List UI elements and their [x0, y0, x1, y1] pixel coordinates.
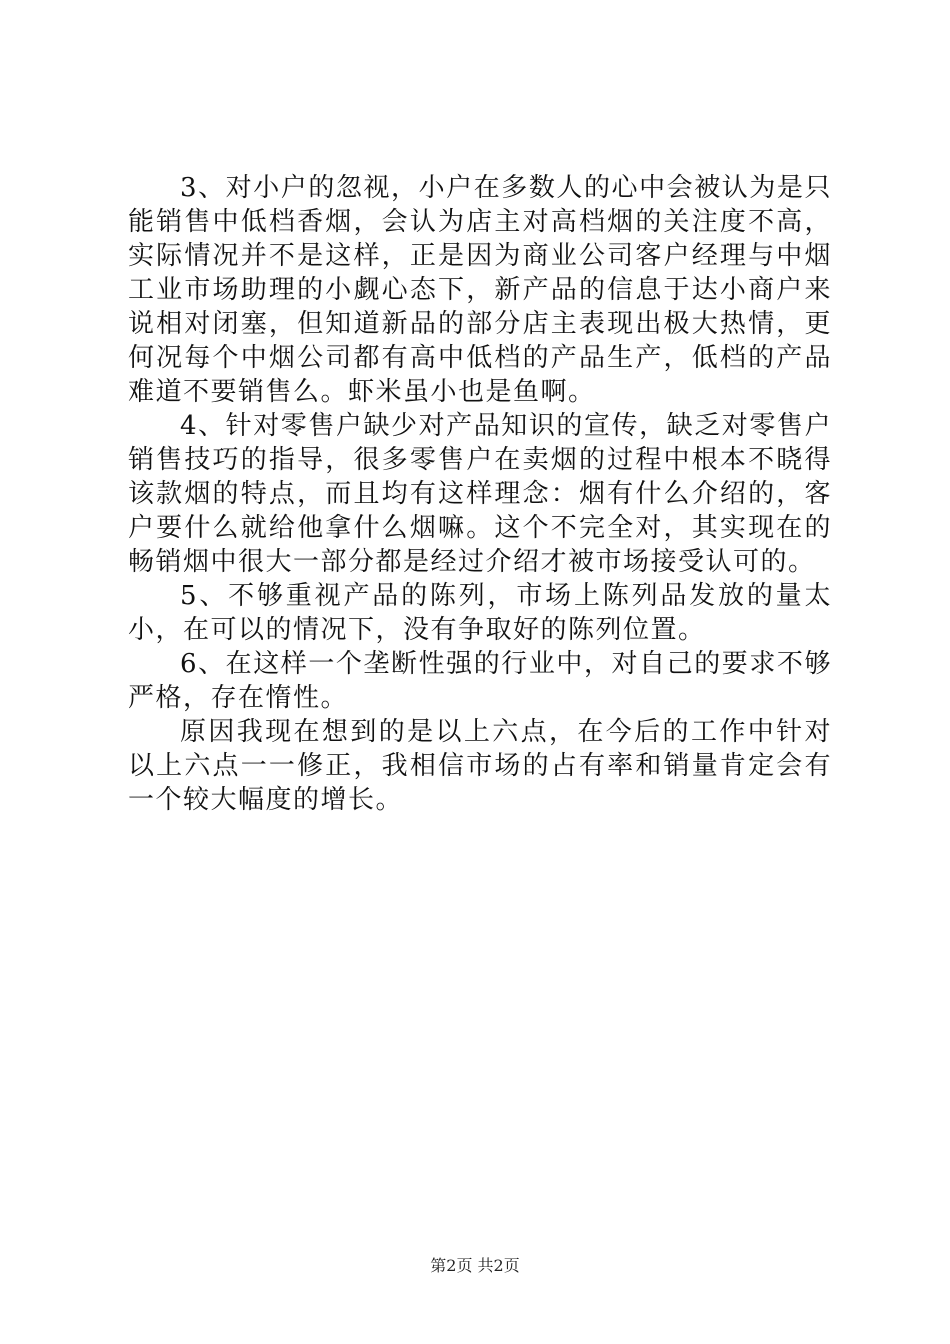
- paragraph-item-6: 6、在这样一个垄断性强的行业中，对自己的要求不够严格，存在惰性。: [128, 649, 832, 713]
- page-number-footer: 第2页 共2页: [430, 1256, 520, 1275]
- paragraph-conclusion: 原因我现在想到的是以上六点，在今后的工作中针对以上六点一一修正，我相信市场的占有率和销量肯定会有一个较大幅度的增长。: [128, 717, 832, 815]
- paragraph-item-4: 4、针对零售户缺少对产品知识的宣传，缺乏对零售户销售技巧的指导，很多零售户在卖烟的过程中根本不晓得该款烟的特点，而且均有这样理念：烟有什么介绍的，客户要什么就给他拿什么烟嘛。这个不完全对，其实现在的畅销烟中很大一部分都是经过介绍才被市场接受认可的。: [128, 411, 832, 577]
- document-body: [128, 171, 832, 817]
- paragraph-item-3: 3、对小户的忽视，小户在多数人的心中会被认为是只能销售中低档香烟，会认为店主对高档烟的关注度不高，实际情况并不是这样，正是因为商业公司客户经理与中烟工业市场助理的小觑心态下，新产品的信息于达小商户来说相对闭塞，但知道新品的部分店主表现出极大热情，更何况每个中烟公司都有高中低档的产品生产，低档的产品难道不要销售么。虾米虽小也是鱼啊。: [128, 173, 832, 407]
- paragraph-item-5: 5、不够重视产品的陈列，市场上陈列品发放的量太小，在可以的情况下，没有争取好的陈列位置。: [128, 581, 832, 645]
